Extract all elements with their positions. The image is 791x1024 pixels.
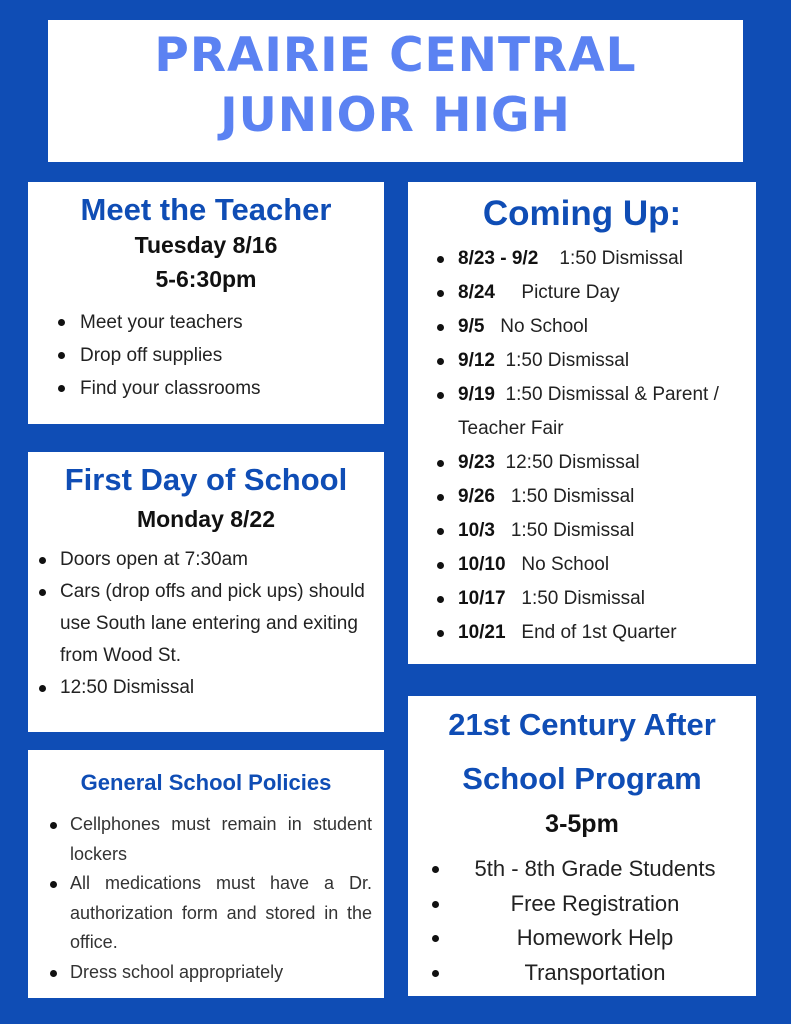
event-item — [458, 616, 756, 650]
after-school-time: 3-5pm — [545, 810, 619, 838]
event-item — [458, 310, 756, 344]
event-desc: No School — [521, 554, 610, 575]
list-item: Free Registration — [408, 887, 756, 922]
first-day-heading: First Day of School — [64, 462, 348, 497]
event-desc: Picture Day — [521, 282, 620, 303]
list-item: Cars (drop offs and pick ups) should use South lane entering and exiting from Wood St. — [60, 576, 370, 672]
event-desc: 1:50 Dismissal — [510, 520, 635, 541]
title-line-1: PRAIRIE CENTRAL — [154, 28, 637, 83]
title-line-2: JUNIOR HIGH — [220, 88, 571, 143]
event-item — [458, 548, 756, 582]
coming-up-panel — [408, 182, 756, 664]
after-school-heading-line-2: School Program — [462, 761, 702, 796]
policies-panel — [28, 750, 384, 998]
first-day-list — [28, 544, 384, 704]
meet-the-teacher-time: 5-6:30pm — [155, 266, 257, 292]
event-date: 9/5 — [458, 316, 485, 337]
event-desc: 1:50 Dismissal — [510, 486, 635, 507]
event-date: 10/21 — [458, 622, 506, 643]
event-desc: No School — [500, 316, 588, 337]
list-item: Meet your teachers — [80, 306, 384, 339]
policies-heading: General School Policies — [80, 770, 332, 795]
list-item: Find your classrooms — [80, 372, 384, 405]
event-date: 9/12 — [458, 350, 495, 371]
list-item: 12:50 Dismissal — [60, 672, 370, 704]
event-date: 9/26 — [458, 486, 495, 507]
list-item: 5th - 8th Grade Students — [408, 852, 756, 887]
event-desc: End of 1st Quarter — [521, 622, 677, 643]
event-desc: 1:50 Dismissal & Parent / Teacher Fair — [458, 384, 719, 439]
policies-list — [28, 810, 384, 987]
coming-up-heading: Coming Up: — [482, 194, 682, 233]
after-school-list — [408, 852, 756, 990]
after-school-panel — [408, 696, 756, 996]
event-desc: 1:50 Dismissal — [505, 350, 630, 371]
event-item — [458, 276, 756, 310]
list-item: Transportation — [408, 956, 756, 991]
list-item: Drop off supplies — [80, 339, 384, 372]
event-item — [458, 514, 756, 548]
event-date: 10/17 — [458, 588, 506, 609]
event-item — [458, 582, 756, 616]
meet-the-teacher-date: Tuesday 8/16 — [134, 232, 278, 258]
list-item: Dress school appropriately — [70, 958, 372, 988]
list-item: All medications must have a Dr. authorization form and stored in the office. — [70, 869, 372, 958]
event-date: 10/10 — [458, 554, 506, 575]
after-school-heading-line-1: 21st Century After — [448, 707, 716, 742]
event-date: 8/23 - 9/2 — [458, 248, 539, 269]
meet-the-teacher-list — [28, 306, 384, 405]
event-desc: 12:50 Dismissal — [505, 452, 640, 473]
event-item — [458, 242, 756, 276]
event-desc: 1:50 Dismissal — [521, 588, 645, 609]
title-banner — [48, 20, 743, 162]
list-item: Cellphones must remain in student lockers — [70, 810, 372, 869]
event-item — [458, 344, 756, 378]
meet-the-teacher-panel — [28, 182, 384, 424]
event-date: 9/23 — [458, 452, 495, 473]
event-item — [458, 378, 756, 446]
event-item — [458, 480, 756, 514]
list-item: Homework Help — [408, 921, 756, 956]
event-item — [458, 446, 756, 480]
event-date: 10/3 — [458, 520, 495, 541]
list-item: Doors open at 7:30am — [60, 544, 370, 576]
first-day-panel — [28, 452, 384, 732]
event-date: 8/24 — [458, 282, 495, 303]
meet-the-teacher-heading: Meet the Teacher — [80, 192, 332, 227]
event-desc: 1:50 Dismissal — [559, 248, 683, 269]
coming-up-list — [408, 242, 756, 650]
event-date: 9/19 — [458, 384, 495, 405]
first-day-date: Monday 8/22 — [136, 506, 276, 532]
